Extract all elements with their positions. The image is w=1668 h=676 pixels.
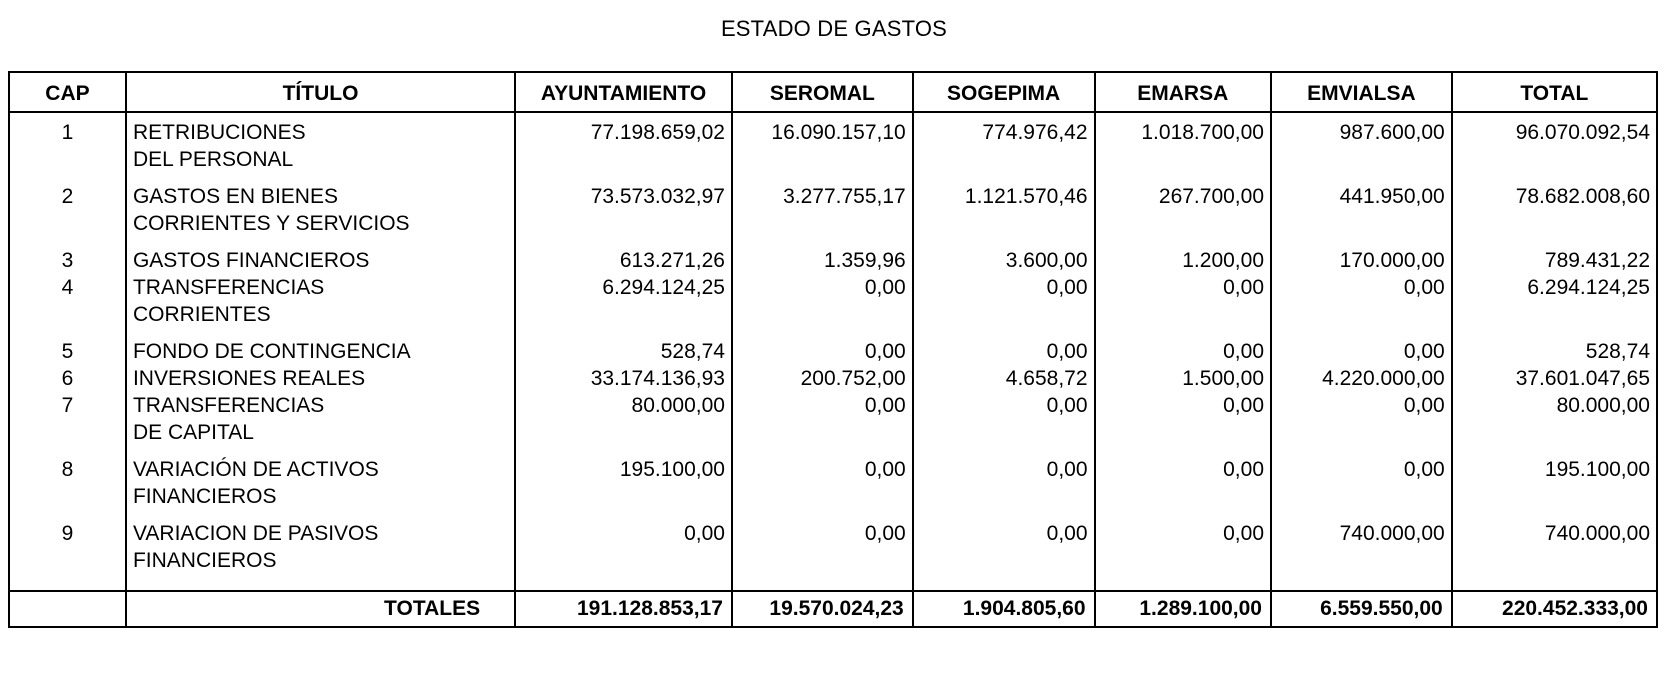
cell-emvialsa: 740.000,00 [1271, 520, 1452, 591]
cell-cap: 6 [9, 365, 126, 392]
table-row [9, 365, 1657, 392]
cell-cap: 7 [9, 392, 126, 456]
cell-cap: 4 [9, 274, 126, 338]
cell-seromal: 3.277.755,17 [732, 183, 913, 247]
cell-total: 6.294.124,25 [1452, 274, 1657, 338]
cell-seromal: 0,00 [732, 392, 913, 456]
cell-seromal: 16.090.157,10 [732, 112, 913, 183]
cell-emarsa: 0,00 [1095, 520, 1271, 591]
total-seromal: 19.570.024,23 [732, 591, 913, 627]
cell-titulo [126, 456, 515, 520]
cell-emvialsa: 987.600,00 [1271, 112, 1452, 183]
cell-cap: 2 [9, 183, 126, 247]
total-ayuntamiento: 191.128.853,17 [515, 591, 732, 627]
cell-total: 80.000,00 [1452, 392, 1657, 456]
cell-total: 528,74 [1452, 338, 1657, 365]
titulo-line-2: CORRIENTES Y SERVICIOS [132, 212, 410, 235]
cell-ayuntamiento: 80.000,00 [515, 392, 732, 456]
cell-cap: 9 [9, 520, 126, 591]
titulo-line-2: FINANCIEROS [132, 549, 277, 572]
column-header-emvialsa: EMVIALSA [1271, 72, 1452, 112]
cell-seromal: 1.359,96 [732, 247, 913, 274]
header-row [9, 72, 1657, 112]
cell-ayuntamiento: 73.573.032,97 [515, 183, 732, 247]
cell-titulo: GASTOS FINANCIEROS [126, 247, 515, 274]
cell-emarsa: 1.500,00 [1095, 365, 1271, 392]
cell-emarsa: 0,00 [1095, 274, 1271, 338]
table-row [9, 247, 1657, 274]
titulo-line-2: CORRIENTES [132, 303, 271, 326]
cell-total: 37.601.047,65 [1452, 365, 1657, 392]
total-sogepima: 1.904.805,60 [913, 591, 1095, 627]
cell-titulo: FONDO DE CONTINGENCIA [126, 338, 515, 365]
cell-sogepima: 4.658,72 [913, 365, 1095, 392]
column-header-cap: CAP [9, 72, 126, 112]
cell-emarsa: 1.018.700,00 [1095, 112, 1271, 183]
cell-total: 96.070.092,54 [1452, 112, 1657, 183]
cell-cap: 3 [9, 247, 126, 274]
column-header-sogepima: SOGEPIMA [913, 72, 1095, 112]
table-row [9, 274, 1657, 338]
cell-seromal: 0,00 [732, 520, 913, 591]
expenses-table [8, 71, 1658, 628]
document-title: ESTADO DE GASTOS [720, 16, 948, 41]
table-row [9, 183, 1657, 247]
cell-emarsa: 0,00 [1095, 456, 1271, 520]
cell-ayuntamiento: 77.198.659,02 [515, 112, 732, 183]
cell-emvialsa: 4.220.000,00 [1271, 365, 1452, 392]
cell-cap: 5 [9, 338, 126, 365]
total-emarsa: 1.289.100,00 [1095, 591, 1271, 627]
cell-ayuntamiento: 0,00 [515, 520, 732, 591]
cell-emvialsa: 441.950,00 [1271, 183, 1452, 247]
cell-sogepima: 3.600,00 [913, 247, 1095, 274]
cell-titulo [126, 392, 515, 456]
cell-cap: 8 [9, 456, 126, 520]
titulo-line-2: DEL PERSONAL [132, 148, 294, 171]
cell-sogepima: 0,00 [913, 392, 1095, 456]
cell-ayuntamiento: 6.294.124,25 [515, 274, 732, 338]
cell-emvialsa: 0,00 [1271, 274, 1452, 338]
cell-titulo [126, 274, 515, 338]
cell-sogepima: 774.976,42 [913, 112, 1095, 183]
titulo-line-2: DE CAPITAL [132, 421, 254, 444]
cell-cap: 1 [9, 112, 126, 183]
cell-emvialsa: 0,00 [1271, 338, 1452, 365]
cell-ayuntamiento: 33.174.136,93 [515, 365, 732, 392]
cell-total: 789.431,22 [1452, 247, 1657, 274]
column-header-emarsa: EMARSA [1095, 72, 1271, 112]
totals-row [9, 591, 1657, 627]
table-row [9, 338, 1657, 365]
cell-seromal: 0,00 [732, 456, 913, 520]
cell-total: 195.100,00 [1452, 456, 1657, 520]
cell-titulo [126, 183, 515, 247]
cell-total: 78.682.008,60 [1452, 183, 1657, 247]
titulo-line-1: RETRIBUCIONES [132, 121, 306, 144]
titulo-line-1: VARIACIÓN DE ACTIVOS [132, 458, 379, 481]
cell-titulo [126, 520, 515, 591]
cell-emarsa: 0,00 [1095, 338, 1271, 365]
cell-seromal: 200.752,00 [732, 365, 913, 392]
cell-emvialsa: 170.000,00 [1271, 247, 1452, 274]
table-row [9, 112, 1657, 183]
titulo-line-1: TRANSFERENCIAS [132, 276, 325, 299]
cell-total: 740.000,00 [1452, 520, 1657, 591]
titulo-line-1: GASTOS EN BIENES [132, 185, 338, 208]
totals-label: TOTALES [126, 591, 515, 627]
cell-emarsa: 1.200,00 [1095, 247, 1271, 274]
cell-sogepima: 0,00 [913, 338, 1095, 365]
cell-seromal: 0,00 [732, 338, 913, 365]
table-row [9, 456, 1657, 520]
titulo-line-2: FINANCIEROS [132, 485, 277, 508]
column-header-titulo: TÍTULO [126, 72, 515, 112]
column-header-ayuntamiento: AYUNTAMIENTO [515, 72, 732, 112]
cell-sogepima: 1.121.570,46 [913, 183, 1095, 247]
cell-ayuntamiento: 195.100,00 [515, 456, 732, 520]
cell-sogepima: 0,00 [913, 456, 1095, 520]
cell-emvialsa: 0,00 [1271, 392, 1452, 456]
cell-ayuntamiento: 528,74 [515, 338, 732, 365]
table-row [9, 392, 1657, 456]
cell-emvialsa: 0,00 [1271, 456, 1452, 520]
column-header-total: TOTAL [1452, 72, 1657, 112]
cell-sogepima: 0,00 [913, 520, 1095, 591]
column-header-seromal: SEROMAL [732, 72, 913, 112]
cell-seromal: 0,00 [732, 274, 913, 338]
titulo-line-1: VARIACION DE PASIVOS [132, 522, 379, 545]
totals-empty-cell [9, 591, 126, 627]
total-emvialsa: 6.559.550,00 [1271, 591, 1452, 627]
cell-sogepima: 0,00 [913, 274, 1095, 338]
cell-emarsa: 0,00 [1095, 392, 1271, 456]
cell-emarsa: 267.700,00 [1095, 183, 1271, 247]
cell-ayuntamiento: 613.271,26 [515, 247, 732, 274]
cell-titulo: INVERSIONES REALES [126, 365, 515, 392]
total-grand: 220.452.333,00 [1452, 591, 1657, 627]
titulo-line-1: TRANSFERENCIAS [132, 394, 325, 417]
cell-titulo [126, 112, 515, 183]
table-row [9, 520, 1657, 591]
